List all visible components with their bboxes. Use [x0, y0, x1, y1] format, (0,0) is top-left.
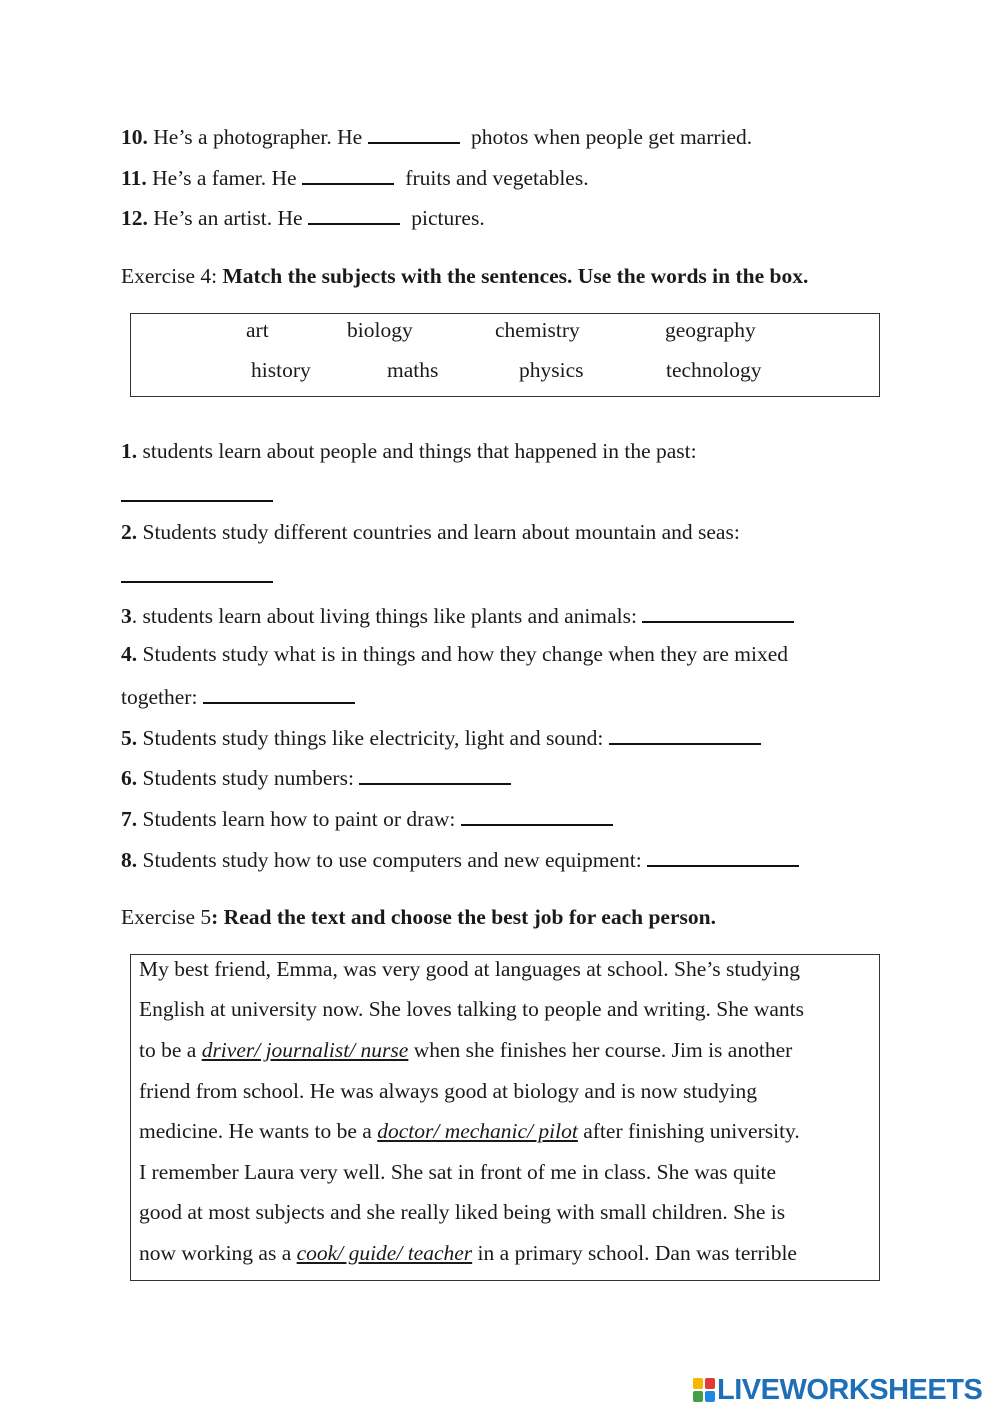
answer-blank[interactable] [121, 482, 273, 502]
exercise-4-item-4 [121, 644, 788, 666]
item-text: Students study how to use computers and new equipment: [137, 848, 648, 872]
passage-line: good at most subjects and she really liked being with small children. She is [139, 1200, 786, 1224]
item-number: 7. [121, 807, 138, 831]
box-word: biology [347, 318, 413, 342]
box-word: technology [666, 358, 762, 382]
exercise-4-item-4-cont [121, 684, 355, 709]
passage-text: medicine. He wants to be a [139, 1119, 378, 1143]
passage-text: when she finishes her course. Jim is another [408, 1038, 793, 1062]
answer-blank[interactable] [647, 847, 799, 867]
passage-text: in a primary school. Dan was terrible [472, 1241, 797, 1265]
answer-blank[interactable] [302, 165, 394, 185]
question-12 [121, 205, 485, 230]
item-number: 1. [121, 439, 138, 463]
logo-tiles-icon [693, 1378, 715, 1402]
question-text-after: fruits and vegetables. [405, 166, 589, 190]
passage-text: now working as a [139, 1241, 297, 1265]
exercise-5-heading [121, 907, 716, 929]
box-word: chemistry [495, 318, 580, 342]
item-text: Students study things like electricity, light and sound: [137, 726, 609, 750]
answer-blank[interactable] [609, 725, 761, 745]
exercise-4-item-3 [121, 603, 794, 628]
item-text-continued: together: [121, 685, 203, 709]
question-text-after: pictures. [411, 206, 485, 230]
job-choice-jim[interactable]: doctor/ mechanic/ pilot [377, 1119, 578, 1143]
item-number: 3 [121, 604, 132, 628]
box-word: geography [665, 318, 756, 342]
exercise-4-item-5 [121, 725, 761, 750]
box-word: art [246, 318, 269, 342]
answer-blank[interactable] [203, 684, 355, 704]
word-box [130, 313, 880, 397]
passage-line [139, 1040, 792, 1062]
job-choice-emma[interactable]: driver/ journalist/ nurse [201, 1038, 409, 1062]
box-word: maths [387, 358, 439, 382]
question-number: 10. [121, 125, 148, 149]
exercise-4-heading [121, 266, 808, 288]
answer-blank[interactable] [308, 205, 400, 225]
exercise-4-item-2 [121, 522, 740, 544]
exercise-label: Exercise 4: [121, 264, 223, 288]
passage-line: friend from school. He was always good at biology and is now studying [139, 1079, 758, 1103]
exercise-label: Exercise 5 [121, 905, 212, 929]
box-word: physics [519, 358, 584, 382]
question-text: He’s an artist. He [147, 206, 308, 230]
answer-line-2 [121, 563, 273, 588]
answer-blank[interactable] [461, 806, 613, 826]
passage-text: after finishing university. [577, 1119, 800, 1143]
item-number: 8. [121, 848, 138, 872]
item-number: 6. [121, 766, 138, 790]
answer-blank[interactable] [121, 563, 273, 583]
passage-line: English at university now. She loves talking to people and writing. She wants [139, 997, 805, 1021]
liveworksheets-logo [693, 1373, 983, 1406]
exercise-4-item-1 [121, 441, 697, 463]
answer-blank[interactable] [642, 603, 794, 623]
item-number: 4. [121, 642, 138, 666]
exercise-4-item-6 [121, 765, 511, 790]
exercise-instruction: : Read the text and choose the best job for each person. [211, 905, 716, 929]
item-number: 2. [121, 520, 138, 544]
question-text: He’s a photographer. He [147, 125, 368, 149]
question-11 [121, 165, 589, 190]
item-text: students learn about people and things that happened in the past: [137, 439, 697, 463]
item-text: Students study numbers: [137, 766, 360, 790]
passage-line: My best friend, Emma, was very good at languages at school. She’s studying [139, 957, 801, 981]
question-10 [121, 124, 752, 149]
question-number: 12. [121, 206, 148, 230]
passage-line [139, 1121, 800, 1143]
answer-blank[interactable] [359, 765, 511, 785]
item-number: 5. [121, 726, 138, 750]
exercise-4-item-7 [121, 806, 613, 831]
box-word: history [251, 358, 311, 382]
passage-text: to be a [139, 1038, 202, 1062]
item-text: Students study what is in things and how they change when they are mixed [137, 642, 788, 666]
answer-blank[interactable] [368, 124, 460, 144]
question-text-after: photos when people get married. [470, 125, 753, 149]
item-text: Students learn how to paint or draw: [137, 807, 461, 831]
question-text: He’s a famer. He [146, 166, 302, 190]
item-text: . students learn about living things like plants and animals: [131, 604, 643, 628]
exercise-instruction: Match the subjects with the sentences. Use the words in the box. [222, 264, 809, 288]
item-text: Students study different countries and learn about mountain and seas: [137, 520, 740, 544]
exercise-4-item-8 [121, 847, 799, 872]
brand-name: LIVEWORKSHEETS [717, 1373, 983, 1406]
passage-line: I remember Laura very well. She sat in front of me in class. She was quite [139, 1160, 777, 1184]
answer-line-1 [121, 482, 273, 507]
job-choice-laura[interactable]: cook/ guide/ teacher [296, 1241, 473, 1265]
passage-line [139, 1243, 797, 1265]
question-number: 11. [121, 166, 147, 190]
